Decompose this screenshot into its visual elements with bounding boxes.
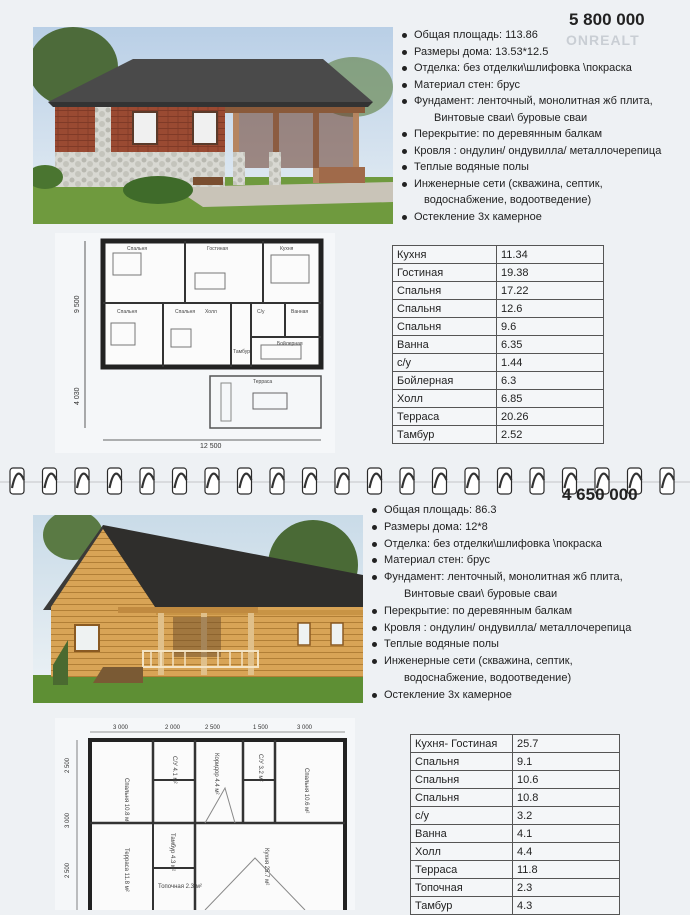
plan-dim: 1 500 bbox=[253, 725, 269, 731]
spec-item: Материал стен: брус bbox=[370, 552, 690, 569]
table-row bbox=[393, 390, 604, 408]
room-name: Спальня bbox=[411, 789, 513, 807]
table-row bbox=[411, 789, 620, 807]
spiral-ring bbox=[75, 468, 89, 494]
table-row bbox=[393, 426, 604, 444]
plan-label: Терраса bbox=[253, 379, 273, 385]
room-area: 2.52 bbox=[497, 426, 604, 444]
plan-label: Спальня bbox=[127, 246, 148, 252]
plan-label: С/У 4.1 м² bbox=[171, 756, 177, 784]
room-area: 20.26 bbox=[497, 408, 604, 426]
room-name: Бойлерная bbox=[393, 372, 497, 390]
table-row bbox=[393, 408, 604, 426]
spec-item: Кровля : ондулин/ ондувилла/ металлочерепица bbox=[400, 143, 690, 160]
room-area: 12.6 bbox=[497, 300, 604, 318]
spec-item: Отделка: без отделки\шлифовка \покраска bbox=[400, 60, 690, 77]
plan-dim: 3 000 bbox=[113, 725, 129, 731]
room-name: Гостиная bbox=[393, 264, 497, 282]
plan-label: Кухня 25.7 м² bbox=[263, 848, 269, 886]
table-row bbox=[411, 825, 620, 843]
house1-rooms-table bbox=[392, 245, 604, 444]
watermark: ONREALT bbox=[566, 32, 640, 48]
plan-label: С/у bbox=[257, 309, 265, 315]
spec-item: Материал стен: брус bbox=[400, 77, 690, 94]
plan-label: Холл bbox=[205, 309, 217, 315]
plan-label: Ванная bbox=[291, 309, 309, 315]
spec-item: Размеры дома: 12*8 bbox=[370, 519, 690, 536]
room-name: Спальня bbox=[393, 300, 497, 318]
plan-label: Бойлерная bbox=[277, 341, 303, 347]
room-name: Тамбур bbox=[411, 897, 513, 915]
house2-specs bbox=[370, 502, 690, 704]
table-row bbox=[393, 300, 604, 318]
spiral-ring bbox=[140, 468, 154, 494]
spiral-ring bbox=[433, 468, 447, 494]
plan-label: Спальня bbox=[175, 309, 196, 315]
house2-price: 4 650 000 bbox=[562, 485, 638, 504]
plan-dim: 2 500 bbox=[205, 725, 221, 731]
spec-item: Инженерные сети (скважина, септик, водоснабжение, водоотведение) bbox=[370, 653, 690, 687]
room-name: с/у bbox=[411, 807, 513, 825]
table-row bbox=[393, 264, 604, 282]
spec-item: Общая площадь: 86.3 bbox=[370, 502, 690, 519]
plan-dim-width: 12 500 bbox=[200, 443, 222, 450]
plan-label: Спальня 10.8 м² bbox=[123, 778, 129, 824]
room-name: с/у bbox=[393, 354, 497, 372]
room-name: Терраса bbox=[411, 861, 513, 879]
room-area: 11.34 bbox=[497, 246, 604, 264]
house1-price: 5 800 000 bbox=[569, 10, 645, 29]
spiral-ring bbox=[173, 468, 187, 494]
table-row bbox=[411, 861, 620, 879]
plan-dim-terrace: 4 030 bbox=[74, 387, 81, 405]
table-row bbox=[411, 807, 620, 825]
plan-label: Тамбур 4.3 м² bbox=[169, 833, 175, 872]
room-area: 19.38 bbox=[497, 264, 604, 282]
plan-label: Тамбур bbox=[233, 349, 250, 355]
room-name: Спальня bbox=[411, 753, 513, 771]
room-name: Спальня bbox=[411, 771, 513, 789]
room-area: 6.35 bbox=[497, 336, 604, 354]
room-area: 9.6 bbox=[497, 318, 604, 336]
table-row bbox=[393, 372, 604, 390]
spiral-ring bbox=[10, 468, 24, 494]
room-name: Кухня bbox=[393, 246, 497, 264]
room-name: Ванна bbox=[411, 825, 513, 843]
spec-item: Теплые водяные полы bbox=[370, 636, 690, 653]
spiral-ring bbox=[530, 468, 544, 494]
room-name: Кухня- Гостиная bbox=[411, 735, 513, 753]
spiral-ring bbox=[108, 468, 122, 494]
spiral-ring bbox=[465, 468, 479, 494]
plan-label: Коридор 4.4 м² bbox=[213, 753, 219, 795]
spiral-ring bbox=[43, 468, 57, 494]
room-area: 25.7 bbox=[513, 735, 620, 753]
spec-item: Фундамент: ленточный, монолитная жб плита, Винтовые сваи\ буровые сваи bbox=[400, 93, 690, 126]
spiral-ring bbox=[205, 468, 219, 494]
room-name: Терраса bbox=[393, 408, 497, 426]
room-area: 1.44 bbox=[497, 354, 604, 372]
house2-rooms-table bbox=[410, 734, 620, 915]
spec-item: Отделка: без отделки\шлифовка \покраска bbox=[370, 536, 690, 553]
spiral-ring bbox=[303, 468, 317, 494]
spiral-ring bbox=[400, 468, 414, 494]
spec-item: Размеры дома: 13.53*12.5 bbox=[400, 44, 690, 61]
house1-specs bbox=[400, 27, 690, 225]
table-row bbox=[411, 879, 620, 897]
room-area: 4.1 bbox=[513, 825, 620, 843]
room-name: Спальня bbox=[393, 282, 497, 300]
plan-label: С/У 3.2 м² bbox=[257, 754, 263, 782]
table-row bbox=[411, 771, 620, 789]
spec-item: Общая площадь: 113.86 bbox=[400, 27, 690, 44]
spiral-ring bbox=[335, 468, 349, 494]
room-name: Спальня bbox=[393, 318, 497, 336]
plan-label: Спальня 10.6 м² bbox=[303, 768, 309, 814]
spiral-ring bbox=[238, 468, 252, 494]
plan-label: Кухня bbox=[280, 246, 294, 252]
table-row bbox=[411, 735, 620, 753]
spec-item: Перекрытие: по деревянным балкам bbox=[370, 603, 690, 620]
room-area: 6.3 bbox=[497, 372, 604, 390]
room-name: Холл bbox=[411, 843, 513, 861]
plan-dim: 2 500 bbox=[65, 757, 71, 773]
table-row bbox=[411, 753, 620, 771]
spec-item: Остекление 3х камерное bbox=[400, 209, 690, 226]
spec-item: Остекление 3х камерное bbox=[370, 687, 690, 704]
plan-label: Топочная 2.3 м² bbox=[158, 884, 202, 890]
room-name: Топочная bbox=[411, 879, 513, 897]
room-name: Тамбур bbox=[393, 426, 497, 444]
room-area: 17.22 bbox=[497, 282, 604, 300]
room-area: 6.85 bbox=[497, 390, 604, 408]
table-row bbox=[393, 354, 604, 372]
room-name: Холл bbox=[393, 390, 497, 408]
spiral-ring bbox=[270, 468, 284, 494]
spec-item: Фундамент: ленточный, монолитная жб плита, Винтовые сваи\ буровые сваи bbox=[370, 569, 690, 603]
table-row bbox=[393, 246, 604, 264]
room-area: 10.6 bbox=[513, 771, 620, 789]
table-row bbox=[393, 318, 604, 336]
room-name: Ванна bbox=[393, 336, 497, 354]
room-area: 10.8 bbox=[513, 789, 620, 807]
house1-floor-plan bbox=[55, 233, 335, 453]
plan-label: Гостиная bbox=[207, 246, 228, 252]
plan-dim-height: 9 500 bbox=[74, 295, 81, 313]
plan-dim: 3 000 bbox=[65, 812, 71, 828]
spiral-ring bbox=[660, 468, 674, 494]
room-area: 4.3 bbox=[513, 897, 620, 915]
room-area: 9.1 bbox=[513, 753, 620, 771]
room-area: 4.4 bbox=[513, 843, 620, 861]
plan-label: Терраса 11.8 м² bbox=[123, 848, 129, 892]
house1-photo bbox=[33, 27, 393, 224]
spec-item: Теплые водяные полы bbox=[400, 159, 690, 176]
spec-item: Кровля : ондулин/ ондувилла/ металлочерепица bbox=[370, 620, 690, 637]
plan-label: Спальня bbox=[117, 309, 138, 315]
table-row bbox=[393, 336, 604, 354]
table-row bbox=[411, 897, 620, 915]
spec-item: Перекрытие: по деревянным балкам bbox=[400, 126, 690, 143]
room-area: 2.3 bbox=[513, 879, 620, 897]
table-row bbox=[411, 843, 620, 861]
spiral-ring bbox=[368, 468, 382, 494]
plan-dim: 3 000 bbox=[297, 725, 313, 731]
house2-floor-plan bbox=[55, 718, 355, 910]
spec-item: Инженерные сети (скважина, септик, водоснабжение, водоотведение) bbox=[400, 176, 690, 209]
room-area: 3.2 bbox=[513, 807, 620, 825]
plan-dim: 2 500 bbox=[65, 862, 71, 878]
spiral-ring bbox=[498, 468, 512, 494]
plan-dim: 2 000 bbox=[165, 725, 181, 731]
table-row bbox=[393, 282, 604, 300]
house2-photo bbox=[33, 515, 363, 703]
room-area: 11.8 bbox=[513, 861, 620, 879]
